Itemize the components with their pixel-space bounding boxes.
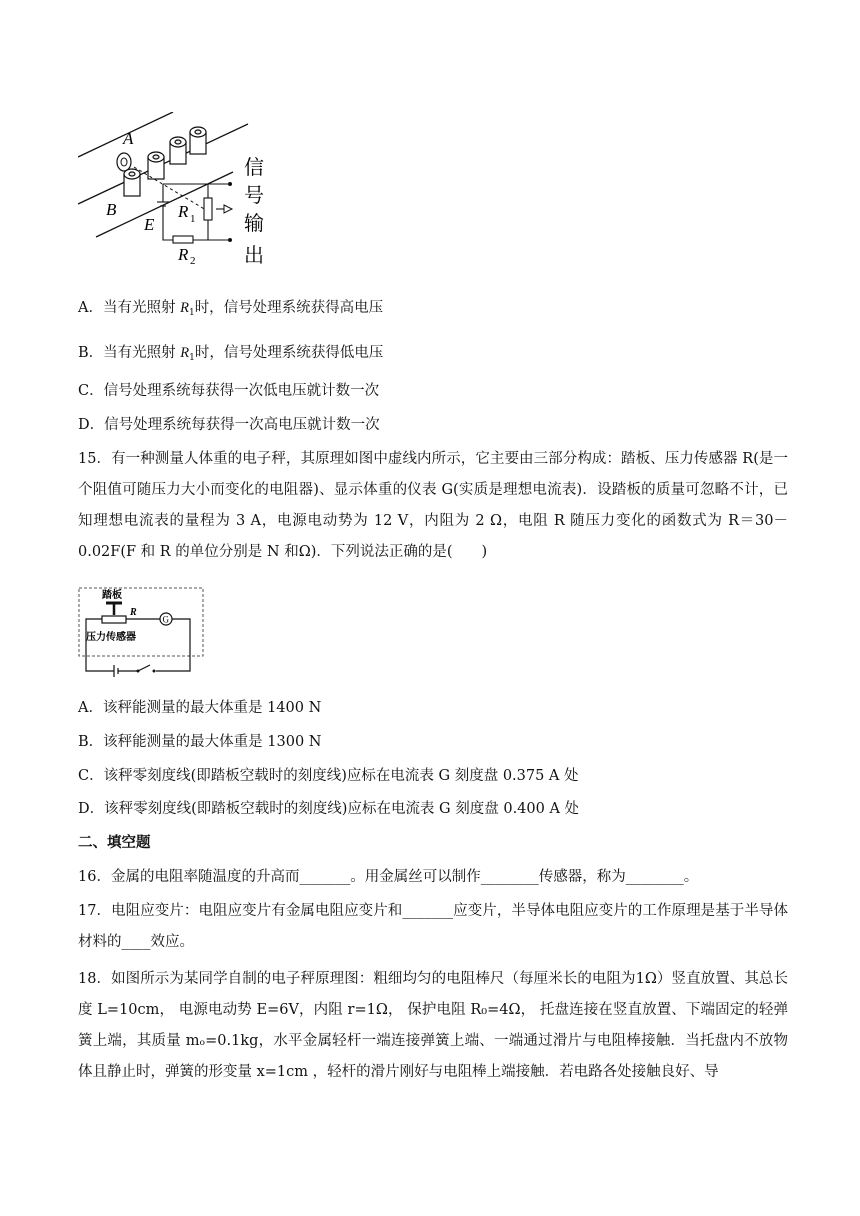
q14-option-d: D．信号处理系统每获得一次高电压就计数一次 bbox=[78, 417, 380, 433]
q15-option-d: D．该秤零刻度线(即踏板空载时的刻度线)应标在电流表 G 刻度盘 0.400 A 处 bbox=[78, 801, 580, 817]
q17-question: 17．电阻应变片：电阻应变片有金属电阻应变片和_______应变片，半导体电阻应变片的工作原理是基于半导体材料的____效应。 bbox=[78, 903, 788, 950]
q14-option-c: C．信号处理系统每获得一次低电压就计数一次 bbox=[78, 383, 380, 399]
label-B: B bbox=[106, 200, 117, 219]
label-R2: R bbox=[178, 245, 189, 264]
q16-question: 16．金属的电阻率随温度的升高而_______。用金属丝可以制作________传感器，称为________。 bbox=[78, 869, 699, 885]
signal-char-3: 输 bbox=[244, 211, 264, 235]
sensor-r-label: R bbox=[130, 607, 137, 618]
section-heading: 二、填空题 bbox=[78, 834, 151, 851]
galvanometer-label: G bbox=[162, 614, 169, 625]
q15-option-a: A．该秤能测量的最大体重是 1400 N bbox=[78, 700, 322, 716]
scale-circuit-figure bbox=[78, 585, 206, 681]
label-E: E bbox=[144, 215, 155, 234]
sensor-label: 压力传感器 bbox=[86, 632, 136, 643]
signal-char-4: 出 bbox=[244, 243, 264, 267]
q15-option-c: C．该秤零刻度线(即踏板空载时的刻度线)应标在电流表 G 刻度盘 0.375 A 处 bbox=[78, 768, 579, 784]
label-R1-sub: 1 bbox=[190, 213, 196, 225]
q15-option-b: B．该秤能测量的最大体重是 1300 N bbox=[78, 734, 322, 750]
label-A: A bbox=[123, 129, 134, 148]
counter-circuit-figure bbox=[78, 112, 288, 272]
q14-option-a: A．当有光照射 $R_1$时，信号处理系统获得高电压 bbox=[78, 300, 384, 318]
label-R1: R bbox=[178, 202, 189, 221]
signal-char-1: 信 bbox=[244, 155, 264, 179]
label-R2-sub: 2 bbox=[190, 255, 196, 267]
pedal-label: 踏板 bbox=[102, 590, 122, 601]
signal-char-2: 号 bbox=[244, 183, 264, 207]
q14-option-b: B．当有光照射 $R_1$时，信号处理系统获得低电压 bbox=[78, 345, 384, 363]
q15-question: 15．有一种测量人体重的电子秤，其原理如图中虚线内所示，它主要由三部分构成：踏板、压力传感器 R(是一个阻值可随压力大小而变化的电阻器)、显示体重的仪表 G(实质是理想电流表)．设踏板的质量可忽略不计，已知理想电流表的量程为 3 A，电源电动势为 12 V，内阻为 2 Ω，电阻 R 随压力变化的函数式为 R＝30－0.02F(F 和 R 的单位分别是 N 和Ω)．下列说法正确的是( ) bbox=[78, 451, 788, 560]
q18-question: 18．如图所示为某同学自制的电子秤原理图：粗细均匀的电阻棒尺（每厘米长的电阻为1Ω）竖直放置、其总长度 L=10cm， 电源电动势 E=6V，内阻 r=1Ω， 保护电阻 R₀=4Ω， 托盘连接在竖直放置、下端固定的轻弹簧上端，其质量 mₒ=0.1kg，水平金属轻杆一端连接弹簧上端、一端通过滑片与电阻棒接触．当托盘内不放物体且静止时，弹簧的形变量 x=1cm ，轻杆的滑片刚好与电阻棒上端接触．若电路各处接触良好、导 bbox=[78, 971, 788, 1080]
